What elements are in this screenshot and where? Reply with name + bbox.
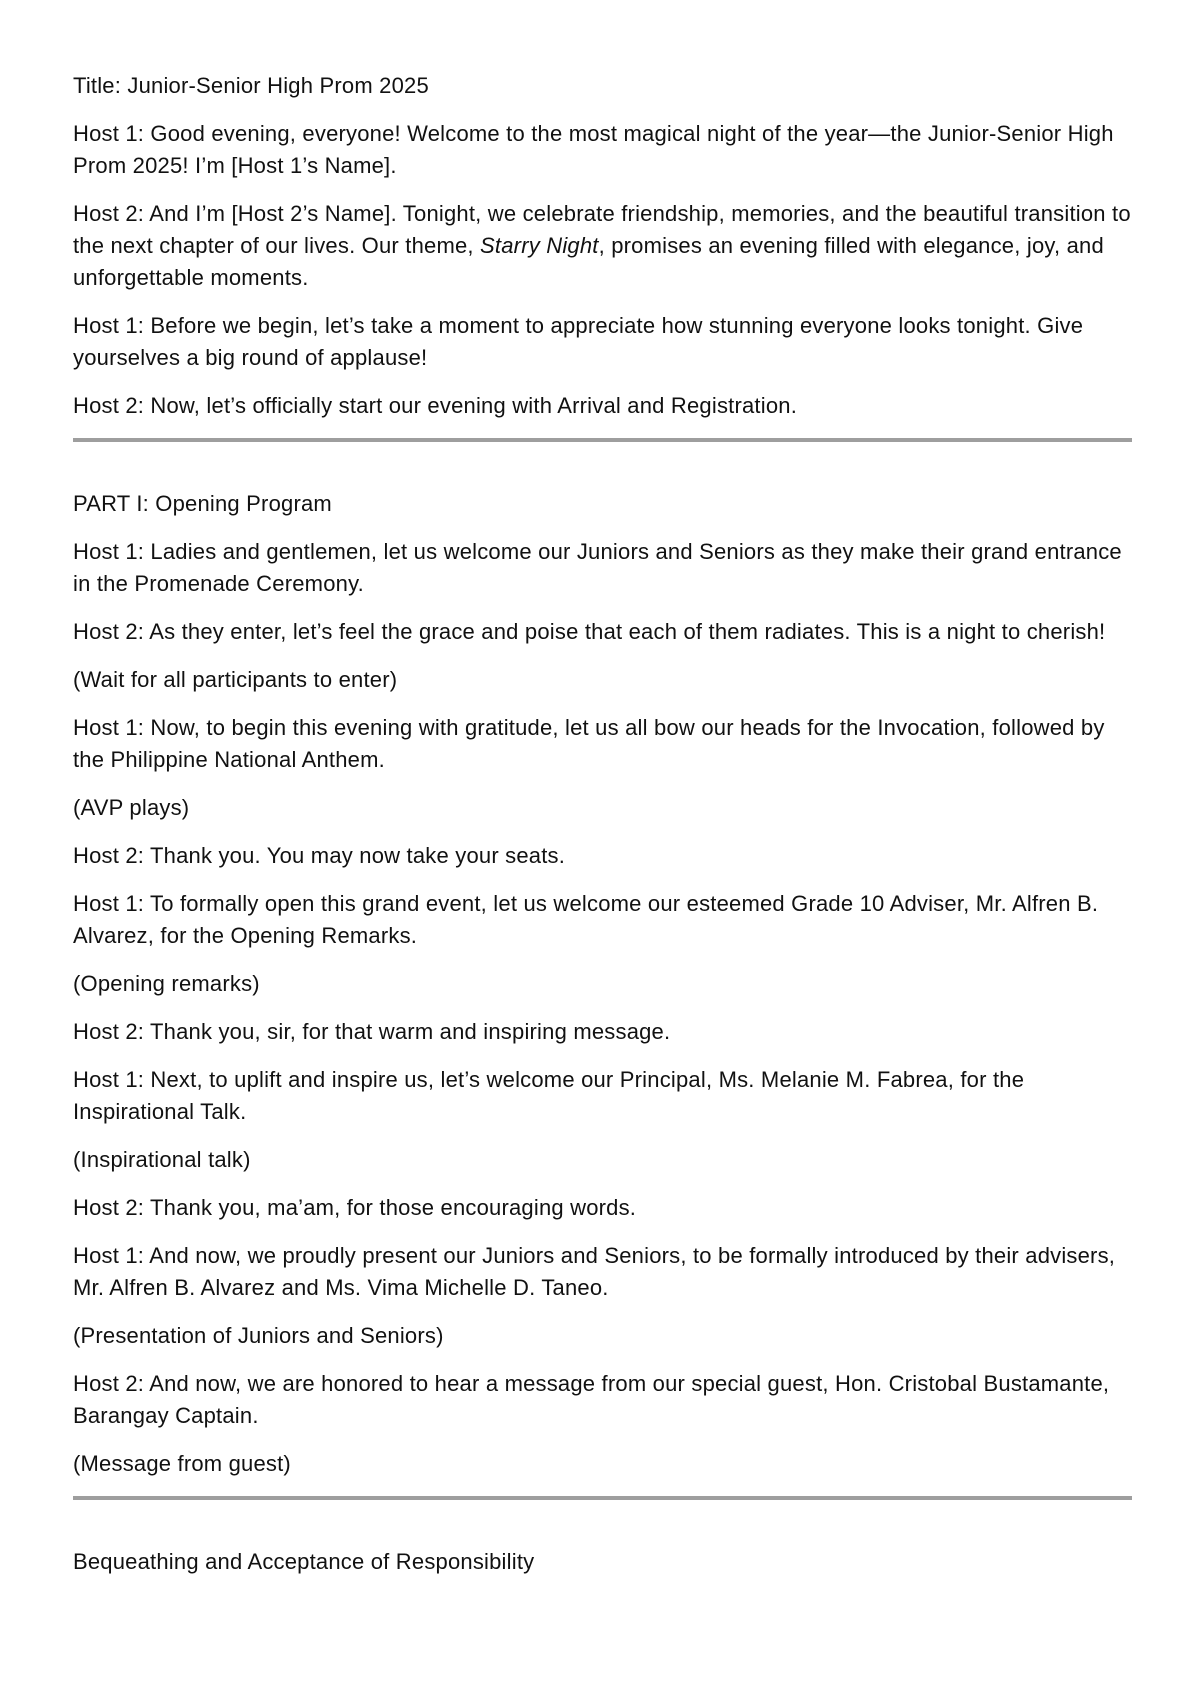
section-heading-bequeathing: Bequeathing and Acceptance of Responsibility: [73, 1549, 535, 1574]
script-line: Host 2: Thank you, sir, for that warm and inspiring message.: [73, 1019, 671, 1044]
stage-direction: (Wait for all participants to enter): [73, 667, 398, 692]
script-line-theme-lead: Host 2: And I’m [Host 2’s Name]. Tonight, we celebrate friendship, memories, and the beautiful transition to the next chapter of our lives. Our theme,: [73, 201, 1131, 258]
section-spacer: [73, 1500, 1132, 1546]
script-line: Host 2: And now, we are honored to hear a message from our special guest, Hon. Cristobal Bustamante, Barangay Captain.: [73, 1371, 1110, 1428]
section-spacer: [73, 442, 1132, 488]
script-line: Host 1: Ladies and gentlemen, let us welcome our Juniors and Seniors as they make their grand entrance in the Promenade Ceremony.: [73, 539, 1122, 596]
script-line: Host 1: Before we begin, let’s take a moment to appreciate how stunning everyone looks tonight. Give yourselves a big round of applause!: [73, 313, 1084, 370]
script-line-theme: [73, 198, 1132, 294]
stage-direction: (Opening remarks): [73, 971, 260, 996]
theme-name: Starry Night: [480, 233, 599, 258]
stage-direction: (Message from guest): [73, 1451, 291, 1476]
script-line: Host 2: Thank you, ma’am, for those encouraging words.: [73, 1195, 637, 1220]
script-line-theme-tail: , promises an evening filled with elegance, joy, and unforgettable moments.: [73, 233, 1104, 290]
script-line: Host 2: As they enter, let’s feel the grace and poise that each of them radiates. This is a night to cherish!: [73, 619, 1106, 644]
stage-direction: (Presentation of Juniors and Seniors): [73, 1323, 444, 1348]
script-line: Host 1: To formally open this grand event, let us welcome our esteemed Grade 10 Adviser, Mr. Alfren B. Alvarez, for the Opening Remarks.: [73, 891, 1099, 948]
script-line: Host 2: Now, let’s officially start our evening with Arrival and Registration.: [73, 393, 798, 418]
script-line: Host 1: And now, we proudly present our Juniors and Seniors, to be formally introduced by their advisers, Mr. Alfren B. Alvarez and Ms. Vima Michelle D. Taneo.: [73, 1243, 1116, 1300]
script-line: Host 1: Now, to begin this evening with gratitude, let us all bow our heads for the Invocation, followed by the Philippine National Anthem.: [73, 715, 1105, 772]
stage-direction: (AVP plays): [73, 795, 190, 820]
document-title: Title: Junior-Senior High Prom 2025: [73, 73, 429, 98]
script-line: Host 1: Good evening, everyone! Welcome to the most magical night of the year—the Junior-Senior High Prom 2025! I’m [Host 1’s Name].: [73, 121, 1114, 178]
script-line: Host 2: Thank you. You may now take your seats.: [73, 843, 566, 868]
section-heading-part-1: PART I: Opening Program: [73, 491, 332, 516]
script-line: Host 1: Next, to uplift and inspire us, let’s welcome our Principal, Ms. Melanie M. Fabrea, for the Inspirational Talk.: [73, 1067, 1025, 1124]
stage-direction: (Inspirational talk): [73, 1147, 251, 1172]
